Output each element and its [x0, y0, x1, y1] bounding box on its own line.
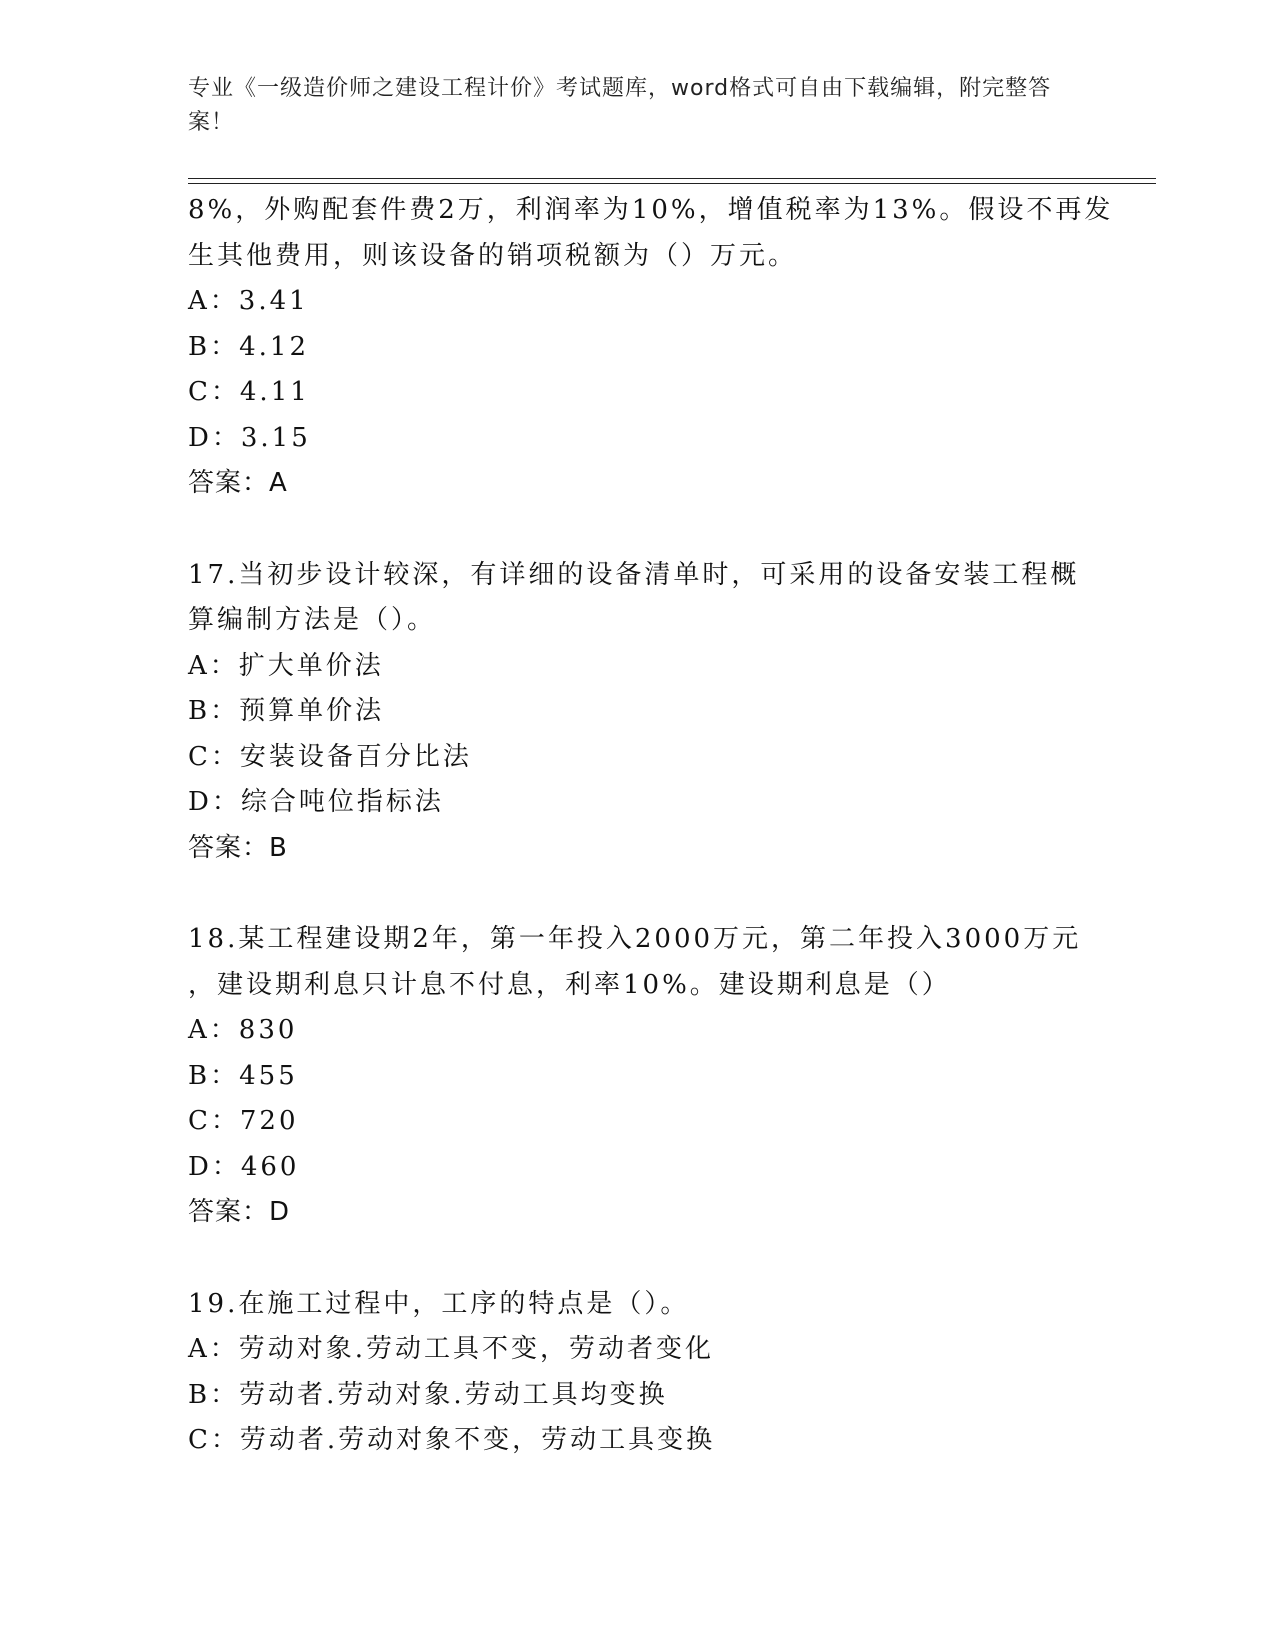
option-c: C：720 — [188, 1106, 299, 1136]
option-c: C：安装设备百分比法 — [188, 741, 472, 772]
question-block — [188, 188, 1114, 507]
answer-line: 答案：D — [188, 1197, 291, 1227]
question-text-line: 算编制方法是（）。 — [188, 605, 437, 635]
option-a: A：830 — [188, 1015, 298, 1045]
header-rule-bottom — [188, 183, 1156, 184]
option-b: B：劳动者.劳动对象.劳动工具均变换 — [188, 1379, 668, 1410]
question-text-line: ，建设期利息只计息不付息，利率10%。建设期利息是（） — [188, 969, 951, 1000]
option-d: D：3.15 — [188, 422, 311, 453]
question-block — [188, 1282, 1088, 1464]
option-c: C：4.11 — [188, 377, 310, 407]
block-gap — [188, 1236, 1088, 1282]
option-a: A：劳动对象.劳动工具不变，劳动者变化 — [188, 1334, 715, 1364]
answer-line: 答案：B — [188, 832, 288, 863]
block-gap — [188, 871, 1088, 917]
option-d: D：综合吨位指标法 — [188, 787, 444, 817]
option-b: B：455 — [188, 1060, 298, 1091]
document-header: 专业《一级造价师之建设工程计价》考试题库，word格式可自由下载编辑，附完整答案！ — [188, 76, 1052, 135]
option-b: B：4.12 — [188, 331, 309, 362]
option-a: A：3.41 — [188, 286, 309, 316]
option-d: D：460 — [188, 1151, 300, 1182]
option-c: C：劳动者.劳动对象不变，劳动工具变换 — [188, 1425, 716, 1455]
answer-line: 答案：A — [188, 468, 288, 498]
question-text-line: 19.在施工过程中，工序的特点是（）。 — [188, 1288, 690, 1319]
question-text-line: 8%，外购配套件费2万，利润率为10%，增值税率为13%。假设不再发 — [188, 195, 1114, 225]
question-block — [188, 917, 1088, 1236]
option-a: A：扩大单价法 — [188, 650, 384, 681]
option-b: B：预算单价法 — [188, 696, 385, 726]
question-text-line: 17.当初步设计较深，有详细的设备清单时，可采用的设备安装工程概 — [188, 559, 1080, 590]
block-gap — [188, 507, 1088, 553]
question-content — [188, 188, 1114, 1464]
question-block — [188, 553, 1088, 872]
question-text-line: 生其他费用，则该设备的销项税额为（）万元。 — [188, 240, 798, 271]
header-rule-top — [188, 178, 1156, 179]
question-text-line: 18.某工程建设期2年，第一年投入2000万元，第二年投入3000万元 — [188, 924, 1082, 954]
